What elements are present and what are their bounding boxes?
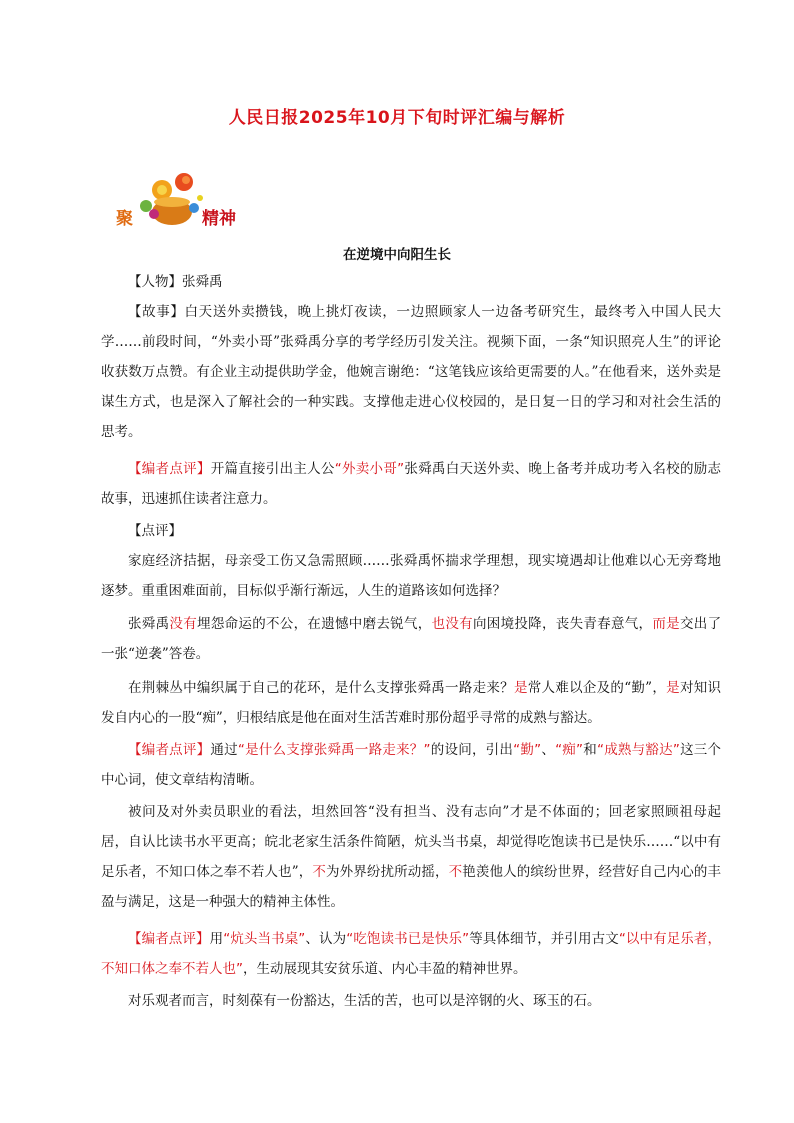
comment-quote: “吃饱读书已是快乐” [346,931,470,947]
article-title: 在逆境中向阳生长 [343,247,451,263]
comment-text: 等具体细节，并引用古文 [469,931,619,947]
comment-tag: 【编者点评】 [128,742,211,758]
text-span: 对知识发自内心的一股“痴”，归根结底是他在面对生活苦难时那份超乎寻常的成熟与豁达。 [101,680,722,726]
text-span: 没有 [169,616,198,632]
section-label: 精神 [202,209,236,229]
comment-text: 通过 [210,742,238,758]
comment-tag: 【编者点评】 [128,461,211,477]
comment-text: ，生动展现其安贫乐道、内心丰盈的精神世界。 [243,961,527,977]
comment-text: 张舜禹白天送外卖、晚上备考并成功考入名校的励志故事，迅速抓住读者注意力。 [101,461,722,507]
story-paragraph [101,297,721,447]
comment-text: 、认为 [305,931,347,947]
comment-quote: “以中有足乐者，不知口体之奉不若人也” [101,931,722,977]
document-title: 人民日报2025年10月下旬时评汇编与解析 [228,108,566,128]
text-span: 也没有 [431,616,473,632]
editor-comment-2 [101,735,721,795]
comment-text: 开篇直接引出主人公 [210,461,335,477]
section-char: 聚 [116,209,133,229]
text-span: 埋怨命运的不公，在遗憾中磨去锐气， [197,616,432,632]
paragraph-2 [101,609,721,669]
text-span: 张舜禹 [128,616,170,632]
text-span: 不 [448,864,463,880]
text-span: 为外界纷扰所动摇， [326,864,449,880]
paragraph-1: 家庭经济拮据，母亲受工伤又急需照顾……张舜禹怀揣求学理想，现实境遇却让他难以心无旁骛地逐梦。重重困难面前，目标似乎渐行渐远，人生的道路该如何选择？ [101,553,721,599]
text-span: 不 [312,864,327,880]
paragraph-4 [101,797,721,917]
text-span: 艳羡他人的缤纷世界，经营好自己内心的丰盈与满足，这是一种强大的精神主体性。 [101,864,722,910]
text-span: 被问及对外卖员职业的看法，坦然回答“没有担当、没有志向”才是不体面的；回老家照顾祖母起居，自认比读书水平更高；皖北老家生活条件简陋，炕头当书桌，却觉得吃饱读书已是快乐……“以中有足乐者，不知口体之奉不若人也”， [101,804,721,880]
text-span: 是 [513,680,528,696]
review-label: 【点评】 [128,523,182,539]
section-banner [112,168,252,228]
paragraph-3 [101,673,721,733]
comment-text: 和 [583,742,597,758]
person-line [101,267,721,297]
comment-tag: 【编者点评】 [128,931,210,947]
comment-text: 用 [209,931,224,947]
paragraph-5: 对乐观者而言，时刻葆有一份豁达，生活的苦，也可以是淬钢的火、琢玉的石。 [128,993,601,1009]
text-span: 交出了一张“逆袭”答卷。 [101,616,722,662]
editor-comment-1 [101,454,721,514]
text-span: 在荆棘丛中编织属于自己的花环，是什么支撑张舜禹一路走来？ [128,680,514,696]
story-text: 白天送外卖攒钱，晚上挑灯夜读，一边照顾家人一边备考研究生，最终考入中国人民大学……前段时间，“外卖小哥”张舜禹分享的考学经历引发关注。视频下面，一条“知识照亮人生”的评论收获数万点赞。有企业主动提供助学金，他婉言谢绝：“这笔钱应该给更需要的人。”在他看来，送外卖是谋生方式，也是深入了解社会的一种实践。支撑他走进心仪校园的，是日复一日的学习和对社会生活的思考。 [101,304,722,440]
comment-quote: “勤” [513,742,542,758]
comment-text: 这三个中心词，使文章结构清晰。 [101,742,722,788]
editor-comment-3 [101,924,721,984]
comment-quote: “外卖小哥” [334,461,405,477]
text-span: 是 [666,680,680,696]
comment-quote: “是什么支撑张舜禹一路走来？” [237,742,431,758]
comment-text: 、 [541,742,556,758]
person-label: 【人物】 [128,274,182,290]
treasure-pot-icon [132,168,212,226]
comment-quote: “成熟与豁达” [596,742,680,758]
text-span: 而是 [652,616,680,632]
comment-quote: “炕头当书桌” [223,931,306,947]
person-value: 张舜禹 [182,274,223,290]
text-span: 向困境投降，丧失青春意气， [472,616,653,632]
text-span: 常人难以企及的“勤”， [527,680,667,696]
comment-quote: “痴” [555,742,584,758]
comment-text: 的设问，引出 [430,742,514,758]
story-label: 【故事】 [128,304,185,320]
